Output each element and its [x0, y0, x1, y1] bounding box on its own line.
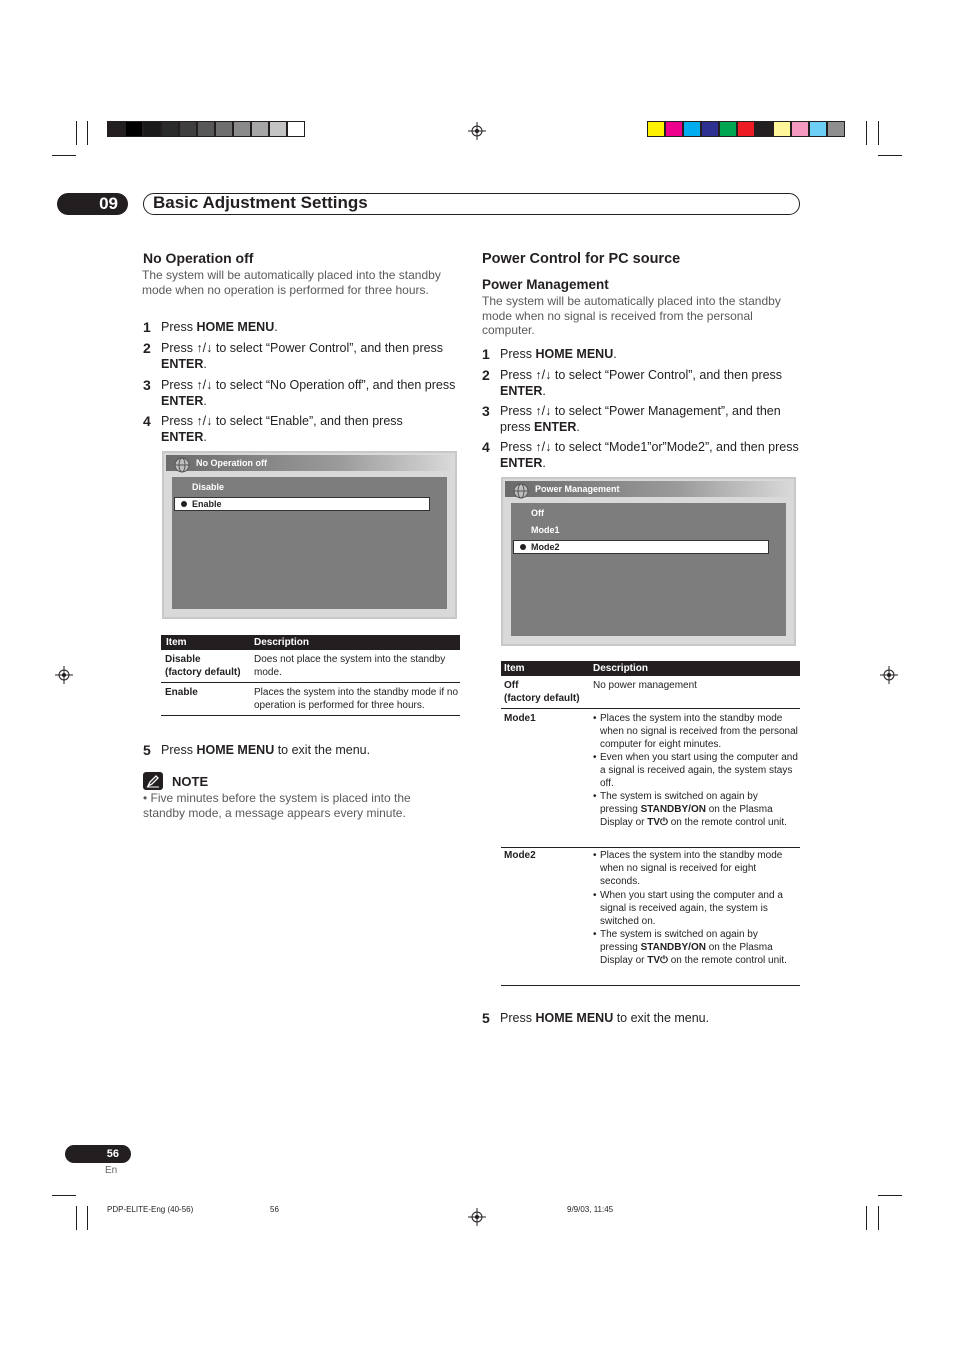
registration-mark-icon — [880, 666, 898, 684]
step-number: 3 — [143, 377, 151, 393]
crop-mark — [52, 1195, 76, 1196]
note-label: NOTE — [172, 774, 209, 789]
crop-mark — [866, 121, 867, 145]
col-item: Item — [166, 637, 187, 648]
col-item: Item — [504, 663, 525, 674]
osd-title: No Operation off — [196, 458, 267, 468]
section-heading: Power Control for PC source — [482, 251, 681, 267]
crop-mark — [76, 1206, 77, 1230]
osd-option-off[interactable]: Off — [531, 508, 544, 518]
step-number: 5 — [143, 742, 151, 758]
divider — [501, 985, 800, 986]
osd-menu — [172, 477, 447, 609]
step-text: Press ↑/↓ to select “No Operation off”, and then press ENTER. — [161, 378, 456, 408]
step-text: Press ↑/↓ to select “Power Control”, and then press ENTER. — [500, 368, 783, 398]
color-swatch — [827, 121, 845, 137]
color-swatch — [665, 121, 683, 137]
language-label: En — [105, 1165, 118, 1176]
table-row: Disable (factory default) — [165, 654, 241, 678]
osd-option-mode2-selected[interactable] — [513, 540, 769, 554]
divider — [161, 682, 460, 683]
footer-file-page: 56 — [270, 1205, 279, 1214]
crop-mark — [878, 1195, 902, 1196]
table-cell: Places the system into the standby mode if no operation is performed for three hours. — [254, 687, 458, 711]
osd-header — [166, 455, 453, 471]
step-number: 3 — [482, 403, 490, 419]
divider — [501, 847, 800, 848]
table-row: Mode1 — [504, 713, 536, 724]
bullet-item: • The system is switched on again by pressing STANDBY/ON on the Plasma Display or TV⏻ on the remote control unit. — [593, 929, 787, 966]
color-swatch — [791, 121, 809, 137]
bullet-item: • Places the system into the standby mode when no signal is received from the personal computer for eight minutes. — [593, 713, 798, 750]
step-number: 4 — [482, 439, 490, 455]
table-header — [501, 661, 800, 676]
crop-mark — [878, 121, 879, 145]
color-swatch — [809, 121, 827, 137]
osd-screen — [501, 477, 796, 646]
step-number: 1 — [482, 346, 490, 362]
section-intro: The system will be automatically placed into the standby mode when no signal is received from the personal computer. — [482, 294, 781, 338]
crop-mark — [87, 121, 88, 145]
osd-screen — [162, 451, 457, 619]
chapter-number: 09 — [57, 193, 128, 215]
table-header — [161, 635, 460, 650]
step-text: Press ↑/↓ to select “Power Management”, and then press ENTER. — [500, 404, 781, 434]
registration-mark-icon — [468, 1208, 486, 1226]
step-text: Press ↑/↓ to select “Power Control”, and then press ENTER. — [161, 341, 444, 371]
step-number: 5 — [482, 1010, 490, 1026]
color-swatch — [269, 121, 287, 137]
selected-dot-icon — [181, 501, 187, 507]
color-swatch — [647, 121, 665, 137]
step-number: 4 — [143, 413, 151, 429]
step-number: 2 — [482, 367, 490, 383]
bullet-item: • The system is switched on again by pressing STANDBY/ON on the Plasma Display or TV⏻ on the remote control unit. — [593, 791, 787, 828]
color-swatch — [161, 121, 179, 137]
step-text: Press ↑/↓ to select “Mode1”or”Mode2”, and then press ENTER. — [500, 440, 799, 470]
color-swatch — [215, 121, 233, 137]
color-swatch — [287, 121, 305, 137]
footer-file: PDP-ELITE-Eng (40-56) — [107, 1205, 194, 1214]
step-text: Press ↑/↓ to select “Enable”, and then press ENTER. — [161, 414, 403, 444]
color-swatch — [737, 121, 755, 137]
osd-title: Power Management — [535, 484, 620, 494]
crop-mark — [878, 155, 902, 156]
bullet-item: • Places the system into the standby mode when no signal is received for eight seconds. — [593, 850, 783, 887]
page-title: Basic Adjustment Settings — [153, 193, 368, 212]
osd-header — [505, 481, 792, 497]
section-intro: The system will be automatically placed into the standby mode when no operation is performed for three hours. — [142, 268, 441, 297]
color-swatch — [251, 121, 269, 137]
table-cell: Does not place the system into the standby mode. — [254, 654, 446, 678]
color-swatch — [773, 121, 791, 137]
registration-mark-icon — [468, 122, 486, 140]
col-description: Description — [254, 637, 310, 648]
color-swatch — [683, 121, 701, 137]
color-swatch — [233, 121, 251, 137]
color-swatch — [197, 121, 215, 137]
color-swatch — [125, 121, 143, 137]
color-swatch — [719, 121, 737, 137]
crop-mark — [866, 1206, 867, 1230]
bullet-item: • When you start using the computer and a signal is received again, the system is switched on. — [593, 890, 783, 927]
color-swatch — [755, 121, 773, 137]
crop-mark — [76, 121, 77, 145]
color-swatch — [179, 121, 197, 137]
osd-option-mode1[interactable]: Mode1 — [531, 525, 560, 535]
bullet-item: • Even when you start using the computer and a signal is received again, the system stays off. — [593, 752, 798, 789]
step-text: Press HOME MENU. — [161, 320, 278, 334]
osd-option-disable[interactable]: Disable — [192, 482, 225, 492]
step-text: Press HOME MENU to exit the menu. — [500, 1011, 710, 1025]
osd-option-enable-selected[interactable] — [174, 497, 430, 511]
osd-menu — [511, 503, 786, 636]
color-swatch — [143, 121, 161, 137]
globe-menu-icon — [511, 482, 531, 500]
step-text: Press HOME MENU to exit the menu. — [161, 743, 371, 757]
table-cell: No power management — [593, 680, 697, 691]
crop-mark — [52, 155, 76, 156]
globe-menu-icon — [172, 456, 192, 474]
registration-mark-icon — [55, 666, 73, 684]
divider — [501, 708, 800, 709]
crop-mark — [878, 1206, 879, 1230]
selected-dot-icon — [520, 544, 526, 550]
step-text: Press HOME MENU. — [500, 347, 617, 361]
col-description: Description — [593, 663, 649, 674]
footer-date: 9/9/03, 11:45 — [567, 1205, 614, 1214]
step-number: 2 — [143, 340, 151, 356]
crop-mark — [87, 1206, 88, 1230]
color-swatch — [107, 121, 125, 137]
table-row: Enable — [165, 687, 198, 698]
osd-selected-label: Mode2 — [531, 542, 560, 552]
note-pencil-icon — [143, 772, 163, 790]
sub-heading: Power Management — [482, 277, 609, 292]
page-number: 56 — [65, 1145, 131, 1163]
osd-selected-label: Enable — [192, 499, 222, 509]
note-text: • Five minutes before the system is placed into the standby mode, a message appears every minute. — [143, 791, 411, 820]
table-row: Off (factory default) — [504, 680, 580, 704]
color-swatch — [701, 121, 719, 137]
step-number: 1 — [143, 319, 151, 335]
section-heading: No Operation off — [143, 250, 254, 266]
table-row: Mode2 — [504, 850, 536, 861]
divider — [161, 715, 460, 716]
